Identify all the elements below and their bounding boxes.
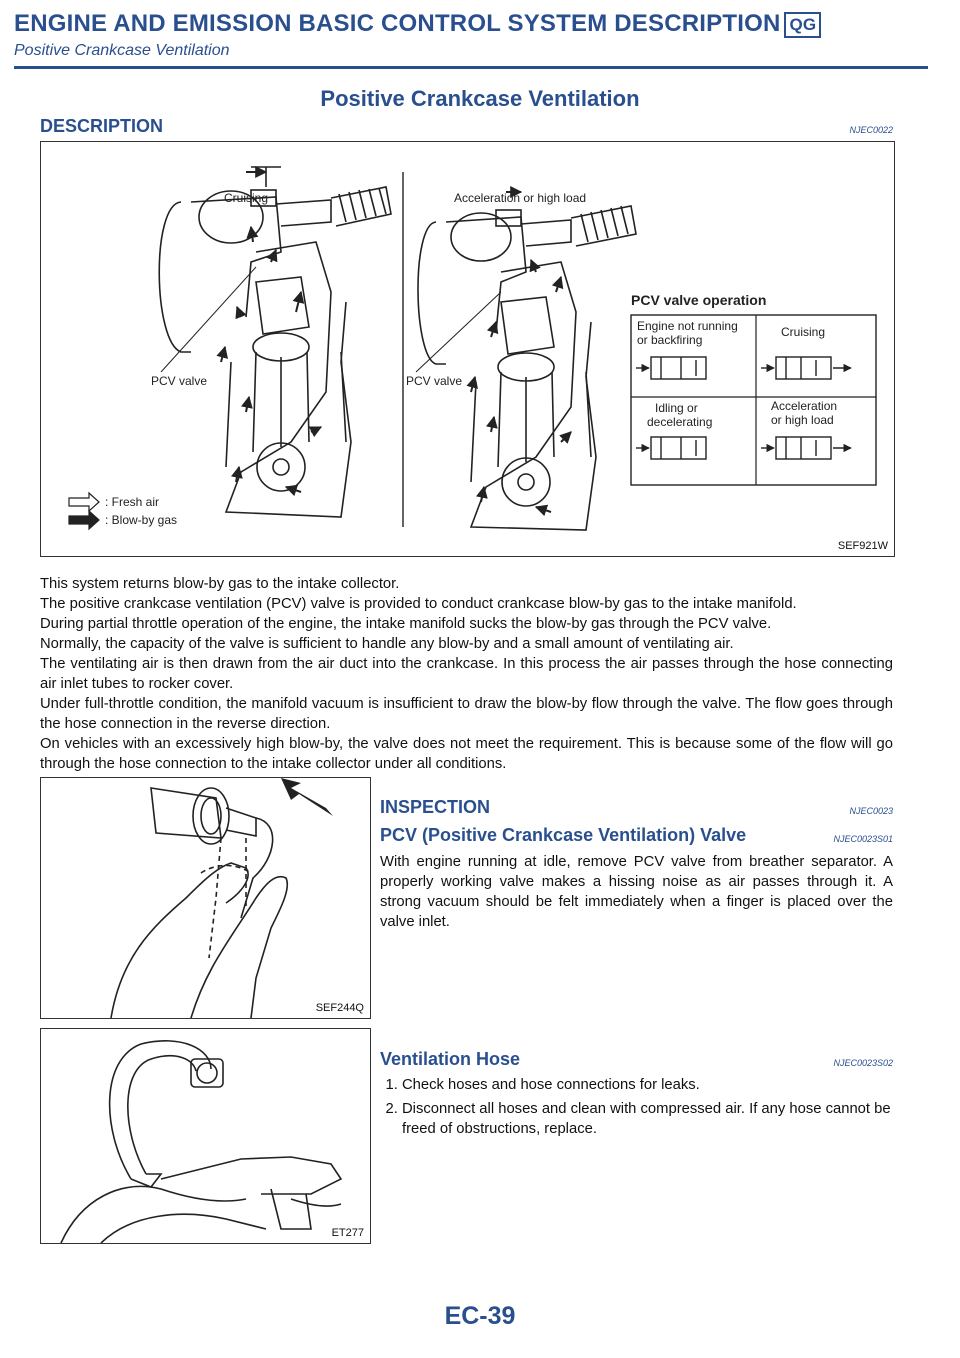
inspection-code: NJEC0023 [849,806,893,816]
pcv-valve-hand-illustration [41,778,370,1018]
figure-code-sef921w: SEF921W [837,540,888,552]
description-heading: DESCRIPTION [40,116,164,136]
legend-blow-by-gas: : Blow-by gas [105,513,178,527]
page-number: EC-39 [444,1302,516,1330]
description-paragraph: During partial throttle operation of the engine, the intake manifold sucks the blow-by gas through the PCV valve. [40,616,772,632]
description-paragraph: Under full-throttle condition, the manifold vacuum is insufficient to draw the blow-by flow through the valve. The flow goes through the hose connection in the reverse direction. [40,696,893,732]
page-title: Positive Crankcase Ventilation [320,86,640,111]
label-cruising: Cruising [224,191,269,205]
description-paragraph: This system returns blow-by gas to the intake collector. [40,576,400,592]
inspection-heading: INSPECTION [380,797,491,817]
figure-code-et277: ET277 [331,1227,364,1239]
ventilation-hose-heading-row [380,1049,893,1070]
section-header-subtitle: Positive Crankcase Ventilation [14,42,230,59]
description-paragraph: The positive crankcase ventilation (PCV) valve is provided to conduct crankcase blow-by gas to the intake manifold. [40,596,797,612]
label-acceleration: Acceleration or high load [454,191,587,205]
section-header-title [14,10,821,38]
label-pcv-valve-right: PCV valve [406,374,463,388]
description-paragraph: Normally, the capacity of the valve is sufficient to handle any blow-by and a small amount of ventilating air. [40,636,734,652]
legend-fresh-air: : Fresh air [105,495,160,509]
inspection-heading-row [380,797,893,818]
op-cell-accel-2: or high load [771,413,834,427]
description-heading-row [40,116,893,137]
header-rule [14,66,928,69]
engine-left-illustration [159,167,391,517]
pcv-system-diagram [41,142,894,556]
hose-air-gun-illustration [41,1029,370,1243]
op-cell-idling-1: Idling or [655,401,698,415]
pcv-valve-check-figure [40,777,371,1019]
ventilation-hose-code: NJEC0023S02 [833,1058,893,1068]
pcv-valve-text [380,852,893,932]
op-cell-idling-2: decelerating [647,415,713,429]
op-cell-not-running-1: Engine not running [637,319,738,333]
engine-right-illustration [418,206,636,530]
label-pcv-valve-left: PCV valve [151,374,208,388]
description-paragraph: On vehicles with an excessively high blow-by, the valve does not meet the requirement. This is because some of the flow will go through the hose connection to the intake collector under all conditions. [40,736,893,772]
pcv-operation-title: PCV valve operation [631,292,767,308]
op-cell-not-running-2: or backfiring [637,333,703,347]
figure-code-sef244q: SEF244Q [315,1002,364,1014]
ventilation-hose-steps [380,1073,893,1143]
description-code: NJEC0022 [849,125,893,135]
pcv-valve-heading: PCV (Positive Crankcase Ventilation) Valve [380,825,747,845]
hose-step-1: 1. Check hoses and hose connections for leaks. [402,1075,893,1095]
description-body [40,574,893,774]
description-paragraph: The ventilating air is then drawn from the air duct into the crankcase. In this process the air passes through the hose connecting air inlet tubes to rocker cover. [40,656,893,692]
pcv-system-figure [40,141,895,557]
ventilation-hose-heading: Ventilation Hose [380,1049,521,1069]
ventilation-hose-figure [40,1028,371,1244]
hose-step-2: 2. Disconnect all hoses and clean with compressed air. If any hose cannot be freed of obstructions, replace. [402,1099,893,1139]
pcv-valve-paragraph: With engine running at idle, remove PCV valve from breather separator. A properly working valve makes a hissing noise as air passes through it. A strong vacuum should be felt immediately when a finger is placed over the valve inlet. [380,854,893,930]
section-header-text: ENGINE AND EMISSION BASIC CONTROL SYSTEM DESCRIPTION [14,10,781,37]
pcv-valve-code: NJEC0023S01 [833,834,893,844]
op-cell-cruising: Cruising [781,325,826,339]
op-cell-accel-1: Acceleration [771,399,838,413]
section-code-badge: QG [784,12,821,38]
pcv-valve-heading-row [380,825,893,846]
